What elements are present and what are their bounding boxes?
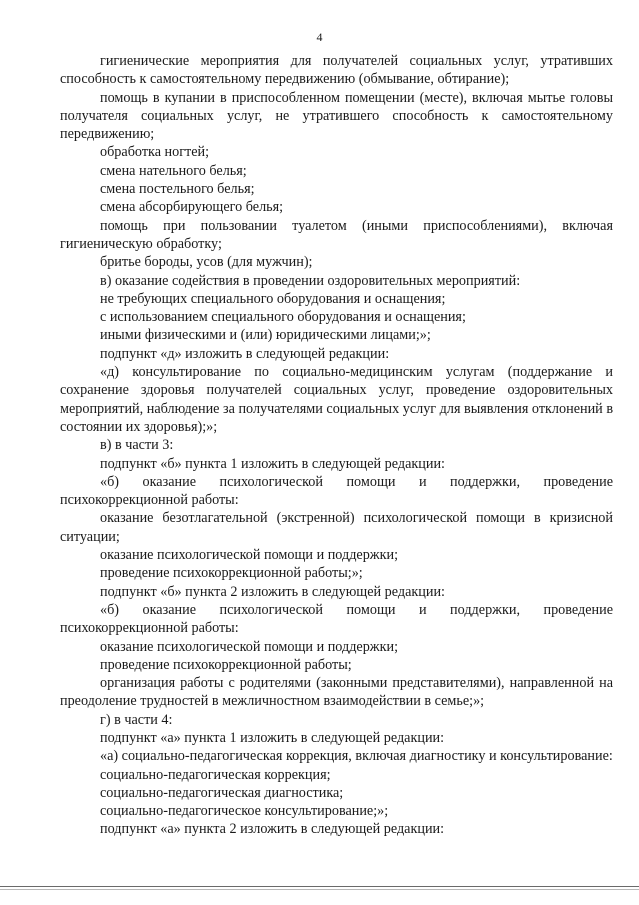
list-item: подпункт «б» пункта 1 изложить в следующей редакции: [100,455,445,472]
paragraph: «б) оказание психологической помощи и поддержки, проведение психокоррекционной работы: [60,601,613,637]
list-item: подпункт «а» пункта 1 изложить в следующей редакции: [100,729,445,746]
list-item: социально-педагогическая коррекция; [100,766,331,783]
paragraph: помощь при пользовании туалетом (иными приспособлениями), включая гигиеническую обработку; [60,217,613,252]
list-item: социально-педагогическая диагностика; [100,784,344,801]
paragraph: помощь в купании в приспособленном помещении (месте), включая мытье головы получателя социальных услуг, не утратившего способность к самостоятельному передвижению; [60,89,613,143]
list-item: смена нательного белья; [100,162,247,179]
list-item: в) оказание содействия в проведении оздоровительных мероприятий: [100,272,521,289]
list-item: проведение психокоррекционной работы; [100,656,352,673]
list-item: не требующих специального оборудования и оснащения; [100,290,446,307]
list-item: г) в части 4: [100,711,173,728]
list-item: подпункт «б» пункта 2 изложить в следующей редакции: [100,583,445,600]
paragraph: «а) социально-педагогическая коррекция, включая диагностику и консультирование: [100,748,613,765]
document-body [60,52,613,839]
page-bottom-rule [0,886,639,887]
paragraph: гигиенические мероприятия для получателей социальных услуг, утративших способность к самостоятельному передвижению (обмывание, обтирание); [60,53,613,88]
list-item: обработка ногтей; [100,144,210,161]
list-item: с использованием специального оборудования и оснащения; [100,309,466,326]
list-item: бритье бороды, усов (для мужчин); [100,254,313,271]
list-item: проведение психокоррекционной работы;»; [100,565,363,582]
list-item: подпункт «д» изложить в следующей редакции: [100,345,390,362]
paragraph: организация работы с родителями (законными представителями), направленной на преодоление трудностей в межличностном взаимодействии в семье;»; [60,675,613,710]
list-item: социально-педагогическое консультирование;»; [100,803,389,820]
page-number: 4 [316,30,323,44]
list-item: иными физическими и (или) юридическими лицами;»; [100,327,431,344]
list-item: смена постельного белья; [100,181,255,198]
page-bottom-rule-secondary [0,889,639,890]
list-item: смена абсорбирующего белья; [100,199,284,216]
paragraph: «б) оказание психологической помощи и поддержки, проведение психокоррекционной работы: [60,473,613,509]
list-item: в) в части 3: [100,437,174,454]
paragraph: «д) консультирование по социально-медицинским услугам (поддержание и сохранение здоровья получателей социальных услуг, проведение оздоровительных мероприятий, наблюдение за получателями социальных услуг для выявления отклонений в состоянии их здоровья);»; [60,364,614,435]
list-item: оказание психологической помощи и поддержки; [100,547,399,564]
list-item: подпункт «а» пункта 2 изложить в следующей редакции: [100,821,445,838]
list-item: оказание психологической помощи и поддержки; [100,638,399,655]
paragraph: оказание безотлагательной (экстренной) психологической помощи в кризисной ситуации; [60,510,613,545]
